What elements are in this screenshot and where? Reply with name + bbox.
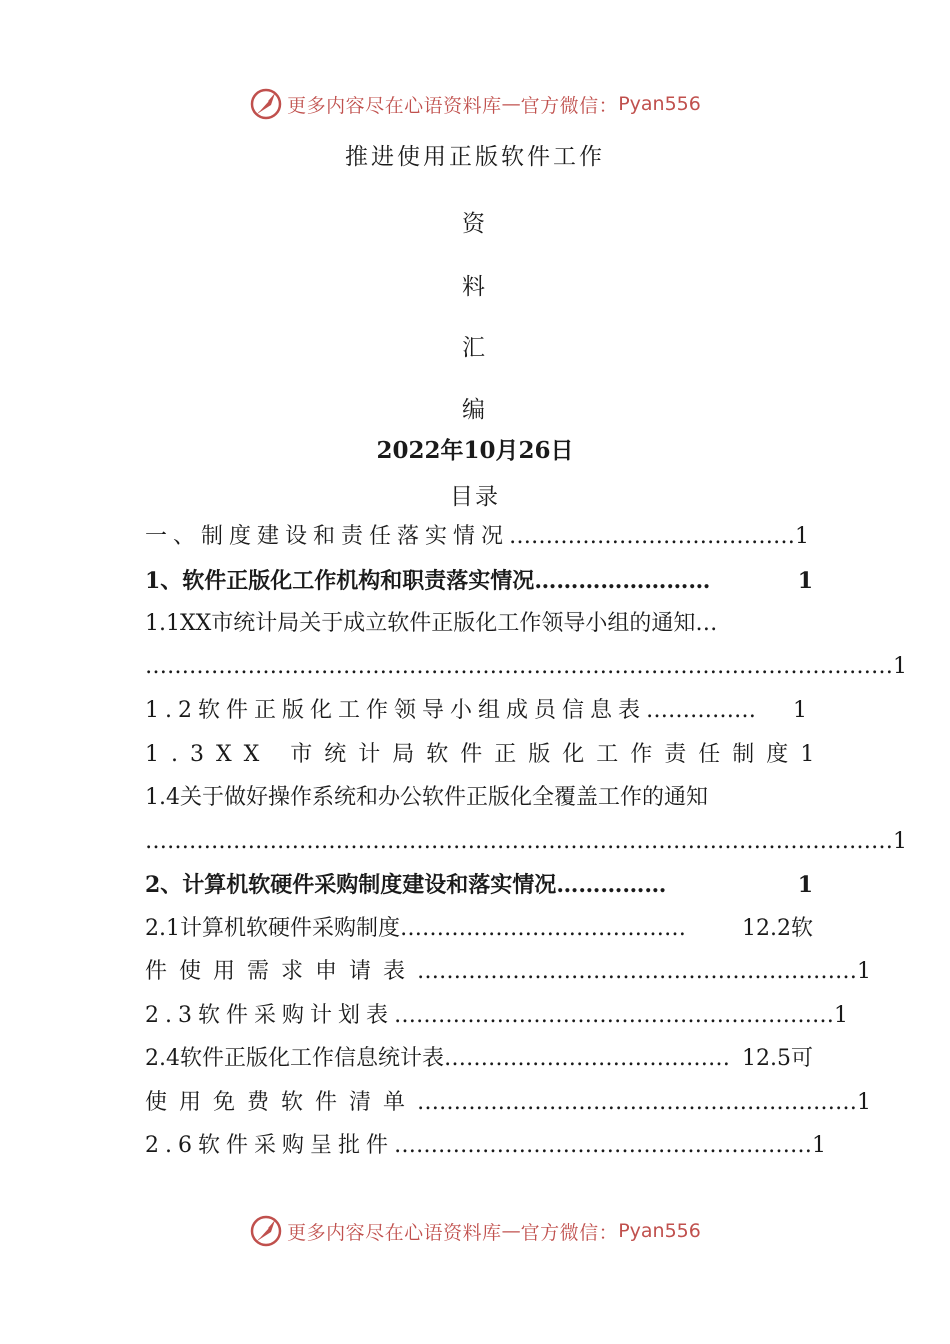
toc-leader: ………………………………… — [400, 916, 686, 941]
toc-entry[interactable] — [145, 999, 854, 1033]
toc-leader: ………………………………… — [509, 524, 796, 549]
watermark-wechat-id: Pyan556 — [618, 93, 701, 115]
toc-entry[interactable] — [145, 912, 813, 946]
toc-entry-label: 件使用需求申请表 — [145, 959, 418, 984]
toc-page-number: 1 — [857, 959, 884, 984]
toc-entry[interactable] — [145, 738, 827, 772]
watermark-separator: — — [501, 93, 521, 115]
toc-entry-label: 使用免费软件清单 — [145, 1090, 418, 1115]
toc-leader: …………………………………………………… — [394, 1003, 834, 1028]
toc-entry-label: 2.3软件采购计划表 — [145, 1003, 394, 1028]
toc-entry-label: 2.1计算机软硬件采购制度 — [145, 916, 400, 941]
toc-page-number: 1 — [812, 1133, 832, 1158]
cover-char-3: 汇 — [462, 335, 488, 361]
toc-leader: ………………………………………………………………………………………… — [145, 829, 893, 854]
toc-entry-label: 一、制度建设和责任落实情况 — [145, 524, 510, 549]
toc-entry[interactable] — [145, 825, 907, 859]
toc-entry[interactable] — [145, 1042, 813, 1076]
toc-page-number: 1 — [857, 1090, 884, 1115]
toc-entry[interactable] — [145, 650, 907, 684]
watermark-banner-bottom — [0, 1211, 950, 1251]
toc-page-number: 1 — [797, 568, 813, 594]
toc-page-number: 1 — [893, 829, 907, 854]
watermark-text: 更多内容尽在心语资料库 — [287, 94, 502, 117]
toc-entry-label: 1.3XX 市统计局软件正版化工作责任制度 — [145, 742, 801, 767]
watermark-text: 更多内容尽在心语资料库 — [287, 1221, 502, 1244]
toc-leader: …………… — [646, 698, 756, 723]
toc-page-number: 1 — [795, 524, 816, 549]
toc-entry-label: 2.6软件采购呈批件 — [145, 1133, 394, 1158]
toc-page-number: 1 — [800, 742, 827, 767]
toc-entry-label: 1.4关于做好操作系统和办公软件正版化全覆盖工作的通知 — [145, 785, 708, 810]
toc-leader: …………………… — [534, 568, 711, 594]
toc-leader: ………………………………………………… — [394, 1133, 812, 1158]
toc-leader: …………………………………………………… — [417, 1090, 858, 1115]
toc-page-number: 1 — [893, 654, 907, 679]
toc-entry-label: 1.2软件正版化工作领导小组成员信息表 — [145, 698, 646, 723]
toc-leader: ………………………………………………………………………………………… — [145, 654, 893, 679]
watermark-separator: — — [501, 1220, 521, 1242]
toc-entry[interactable] — [145, 607, 813, 641]
toc-entry[interactable] — [145, 955, 884, 989]
watermark-wechat-label: 官方微信： — [520, 1221, 619, 1244]
toc-entry[interactable] — [145, 564, 813, 598]
toc-leader: …………… — [556, 872, 667, 898]
toc-entry-label: 1.1XX市统计局关于成立软件正版化工作领导小组的通知… — [145, 611, 718, 636]
quill-logo-icon — [249, 1214, 283, 1248]
watermark-wechat-id: Pyan556 — [618, 1220, 701, 1242]
toc-entry[interactable] — [145, 1129, 832, 1163]
watermark-wechat-label: 官方微信： — [520, 94, 619, 117]
toc-entry-label: 2、计算机软硬件采购制度建设和落实情况 — [145, 872, 557, 898]
toc-leader: …………………………………………………… — [417, 959, 858, 984]
document-date: 2022年10月26日 — [376, 437, 574, 464]
toc-page-number: 12.2软 — [742, 916, 813, 941]
toc-entry-label: 1、软件正版化工作机构和职责落实情况 — [145, 568, 535, 594]
quill-logo-icon — [249, 87, 283, 121]
toc-page-number: 12.5可 — [742, 1046, 813, 1071]
toc-leader: ………………………………… — [444, 1046, 730, 1071]
toc-entry[interactable] — [145, 1086, 884, 1120]
cover-char-1: 资 — [462, 211, 488, 237]
toc-page-number: 1 — [834, 1003, 854, 1028]
toc-entry[interactable] — [145, 694, 813, 728]
toc-entry[interactable] — [145, 781, 813, 815]
watermark-banner-top — [0, 84, 950, 124]
toc-heading: 目录 — [450, 484, 500, 510]
toc-page-number: 1 — [793, 698, 813, 723]
cover-char-4: 编 — [462, 397, 488, 423]
cover-char-2: 料 — [462, 274, 488, 300]
toc-entry-label: 2.4软件正版化工作信息统计表 — [145, 1046, 444, 1071]
toc-entry[interactable] — [145, 520, 816, 554]
toc-page-number: 1 — [797, 872, 813, 898]
toc-entry[interactable] — [145, 868, 813, 902]
document-title: 推进使用正版软件工作 — [345, 144, 605, 170]
